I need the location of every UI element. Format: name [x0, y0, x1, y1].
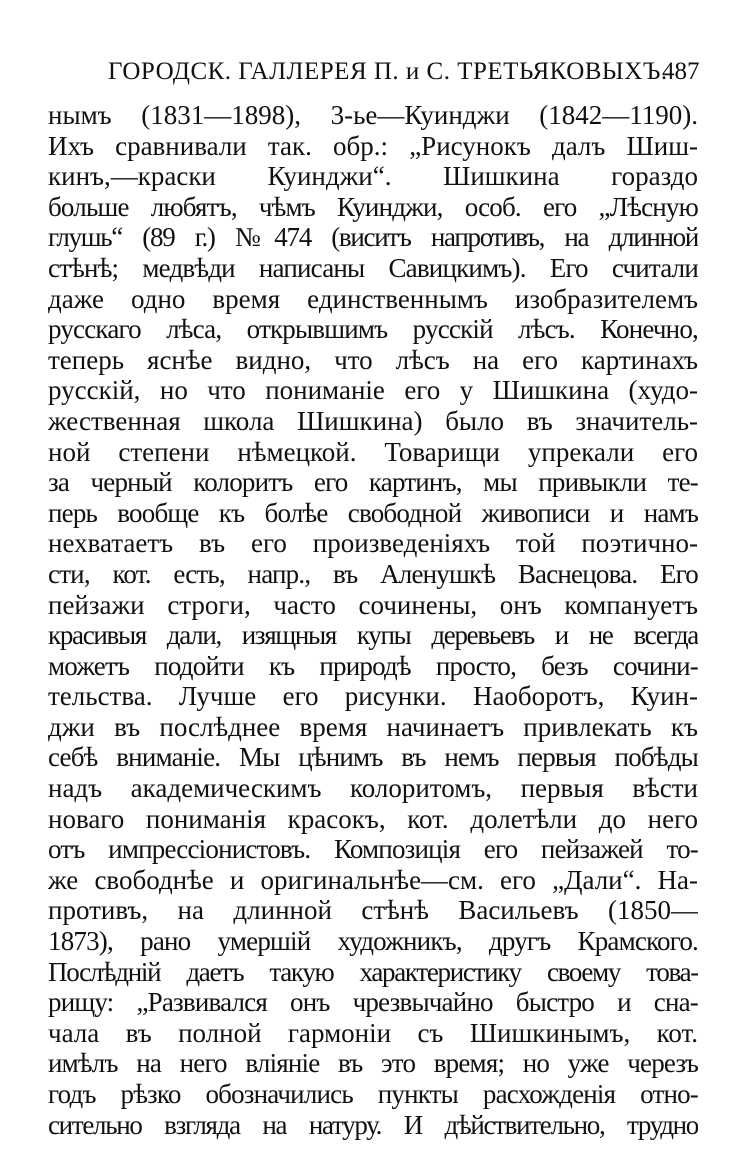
text-line: Ихъ сравнивали так. обр.: „Рисунокъ далъ Шиш- — [48, 130, 698, 161]
text-line: рищу: „Развивался онъ чрезвычайно быстро и сна- — [48, 987, 698, 1018]
text-line: чала въ полной гармоніи съ Шишкинымъ, кот. — [48, 1017, 698, 1048]
text-line: стѣнѣ; медвѣди написаны Савицкимъ). Его считали — [48, 252, 698, 283]
text-line: больше любятъ, чѣмъ Куинджи, особ. его „Лѣсную — [48, 191, 698, 222]
header-title: ГОРОДСК. ГАЛЛЕРЕЯ П. и С. ТРЕТЬЯКОВЫХЪ. — [108, 58, 668, 85]
text-line: же свободнѣе и оригинальнѣе—см. его „Дали“. На- — [48, 864, 698, 895]
text-line: нымъ (1831—1898), 3-ье—Куинджи (1842—1190). — [48, 100, 698, 130]
text-line: ной степени нѣмецкой. Товарищи упрекали его — [48, 436, 698, 467]
running-header — [0, 52, 743, 92]
page-number: 487 — [662, 58, 700, 85]
text-line: новаго пониманія красокъ, кот. долетѣли до него — [48, 803, 698, 834]
text-line: жественная школа Шишкина) было въ значитель- — [48, 405, 698, 436]
text-line: русскій, но что пониманіе его у Шишкина (худо- — [48, 375, 698, 406]
text-line: глушь“ (89 г.) №474 (виситъ напротивъ, на длинной — [48, 222, 698, 253]
text-line: сительно взгляда на натуру. И дѣйствительно, трудно — [48, 1109, 698, 1140]
text-line: можетъ подойти къ природѣ просто, безъ сочини- — [48, 650, 698, 681]
text-line: отъ импрессіонистовъ. Композиція его пейзажей то- — [48, 834, 698, 865]
text-line: за черный колоритъ его картинъ, мы привыкли те- — [48, 467, 698, 498]
text-line: 1873), рано умершій художникъ, другъ Крамского. — [48, 926, 698, 957]
text-line: надъ академическимъ колоритомъ, первыя вѣсти — [48, 773, 698, 804]
text-line: Послѣдній даетъ такую характеристику своему това- — [48, 956, 698, 987]
text-line: джи въ послѣднее время начинаетъ привлекать къ — [48, 711, 698, 742]
text-line: русскаго лѣса, открывшимъ русскій лѣсъ. Конечно, — [48, 314, 698, 345]
text-line: даже одно время единственнымъ изобразителемъ — [48, 283, 698, 314]
text-line: пейзажи строги, часто сочинены, онъ компануетъ — [48, 589, 698, 620]
body-text — [48, 100, 698, 1140]
text-line: красивыя дали, изящныя купы деревьевъ и не всегда — [48, 620, 698, 651]
text-line: перь вообще къ болѣе свободной живописи и намъ — [48, 497, 698, 528]
text-line: сти, кот. есть, напр., въ Аленушкѣ Васнецова. Его — [48, 558, 698, 589]
text-line: тельства. Лучше его рисунки. Наоборотъ, Куин- — [48, 681, 698, 712]
text-line: годъ рѣзко обозначились пункты расхожденія отно- — [48, 1079, 698, 1109]
text-line: противъ, на длинной стѣнѣ Васильевъ (1850— — [48, 895, 698, 926]
text-line: имѣлъ на него вліяніе въ это время; но уже черезъ — [48, 1048, 698, 1079]
text-line: кинъ,—краски Куинджи“. Шишкина гораздо — [48, 161, 698, 192]
text-line: нехватаетъ въ его произведеніяхъ той поэтично- — [48, 528, 698, 559]
text-line: теперь яснѣе видно, что лѣсъ на его картинахъ — [48, 344, 698, 375]
text-line: себѣ вниманіе. Мы цѣнимъ въ немъ первыя побѣды — [48, 742, 698, 773]
